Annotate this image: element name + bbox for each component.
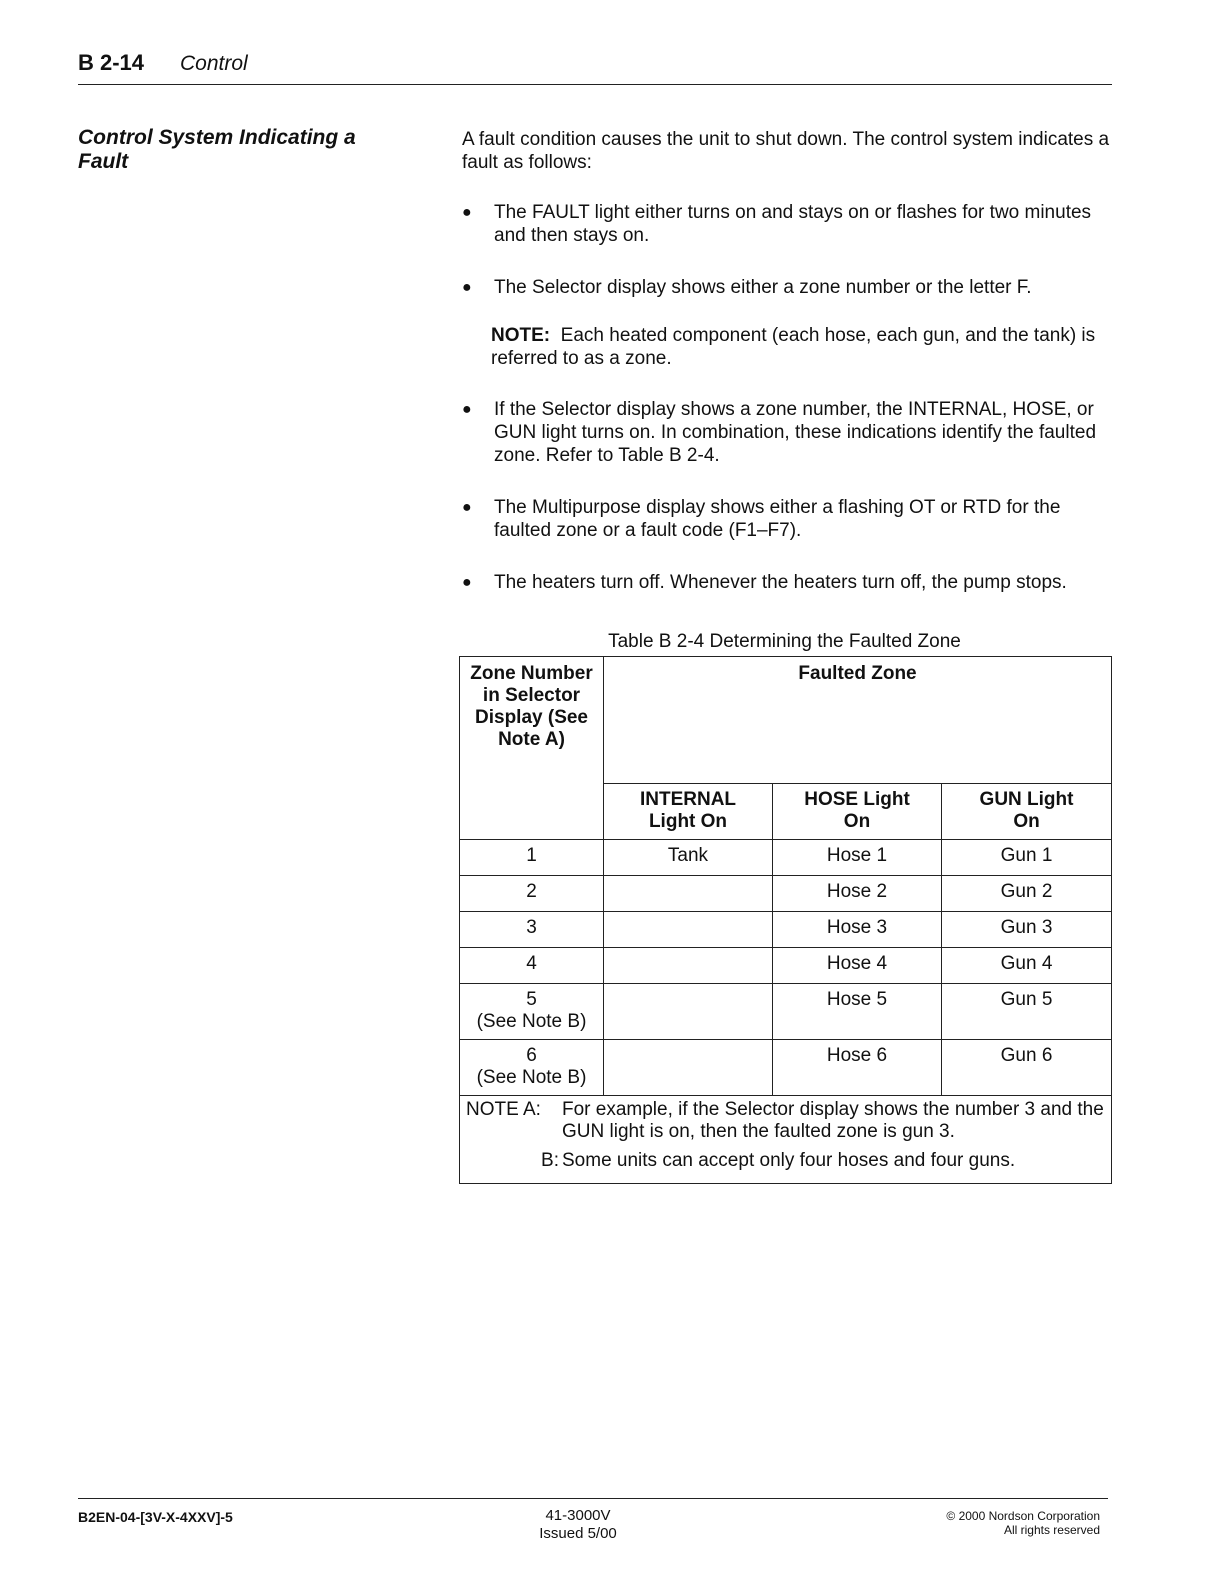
note-b-text: Some units can accept only four hoses and four guns. [562, 1150, 1016, 1171]
bullet-icon: ● [462, 279, 472, 296]
zone-cell: 2 [460, 876, 604, 912]
zone-cell: 4 [460, 948, 604, 984]
hose-cell: Hose 2 [773, 876, 942, 912]
gun-cell: Gun 2 [942, 876, 1112, 912]
zone-note [491, 324, 1116, 370]
chapter-title: Control [180, 52, 248, 75]
list-item-text: The Selector display shows either a zone number or the letter F. [494, 277, 1032, 298]
list-item-text: The Multipurpose display shows either a flashing OT or RTD for the faulted zone or a fault code (F1–F7). [494, 497, 1061, 541]
table-row [460, 840, 1112, 876]
zone-column-header: Zone Number in Selector Display (See Note A) [460, 657, 604, 840]
hose-cell: Hose 3 [773, 912, 942, 948]
document-code: B2EN-04-[3V-X-4XXV]-5 [78, 1509, 233, 1525]
table-row [460, 912, 1112, 948]
hose-column-header: HOSE Light On [773, 784, 942, 840]
zone-note-ref: (See Note B) [476, 1011, 587, 1032]
zone-cell: 3 [460, 912, 604, 948]
page-header [78, 50, 1112, 85]
zone-number: 5 [526, 989, 537, 1010]
faulted-zone-header: Faulted Zone [604, 657, 1112, 784]
copyright-line: © 2000 Nordson Corporation [946, 1509, 1100, 1523]
table-notes-row [460, 1096, 1112, 1184]
gun-cell: Gun 1 [942, 840, 1112, 876]
internal-cell [604, 984, 773, 1040]
internal-cell [604, 948, 773, 984]
note-text: Each heated component (each hose, each gun, and the tank) is referred to as a zone. [491, 325, 1096, 369]
zone-cell [460, 1040, 604, 1096]
bullet-icon: ● [462, 574, 472, 591]
table-notes [460, 1096, 1112, 1184]
note-a [466, 1099, 1105, 1143]
internal-column-header: INTERNAL Light On [604, 784, 773, 840]
note-a-label: NOTE A: [466, 1099, 541, 1120]
table-row [460, 984, 1112, 1040]
table-caption: Table B 2-4 Determining the Faulted Zone [608, 631, 961, 652]
zone-note-ref: (See Note B) [476, 1067, 587, 1088]
internal-cell [604, 912, 773, 948]
intro-paragraph: A fault condition causes the unit to shut down. The control system indicates a fault as follows: [462, 129, 1110, 173]
internal-cell: Tank [604, 840, 773, 876]
side-heading: Control System Indicating a Fault [78, 126, 356, 173]
gun-column-header: GUN Light On [942, 784, 1112, 840]
internal-cell [604, 1040, 773, 1096]
gun-cell: Gun 6 [942, 1040, 1112, 1096]
list-item-text: The FAULT light either turns on and stays on or flashes for two minutes and then stays on. [494, 202, 1092, 246]
list-item-text: If the Selector display shows a zone number, the INTERNAL, HOSE, or GUN light turns on. In combination, these indications identify the faulted zone. Refer to Table B 2-4. [494, 399, 1097, 466]
bullet-icon: ● [462, 401, 472, 418]
table-row [460, 1040, 1112, 1096]
hose-cell: Hose 1 [773, 840, 942, 876]
gun-cell: Gun 4 [942, 948, 1112, 984]
rights-line: All rights reserved [1003, 1523, 1100, 1537]
page-footer [78, 1498, 1108, 1542]
list-item-text: The heaters turn off. Whenever the heaters turn off, the pump stops. [494, 572, 1067, 593]
note-b-label: B: [541, 1150, 559, 1171]
internal-cell [604, 876, 773, 912]
table-row [460, 876, 1112, 912]
hose-cell: Hose 4 [773, 948, 942, 984]
zone-cell: 1 [460, 840, 604, 876]
note-b [466, 1150, 1105, 1172]
faulted-zone-table [459, 656, 1112, 1184]
note-label: NOTE: [491, 325, 551, 346]
hose-cell: Hose 5 [773, 984, 942, 1040]
part-number: 41-3000V [545, 1507, 611, 1524]
bullet-icon: ● [462, 499, 472, 516]
section-number: B 2-14 [78, 50, 145, 75]
zone-number: 6 [526, 1045, 537, 1066]
gun-cell: Gun 3 [942, 912, 1112, 948]
issue-date: Issued 5/00 [539, 1525, 617, 1542]
gun-cell: Gun 5 [942, 984, 1112, 1040]
zone-cell [460, 984, 604, 1040]
table-row [460, 948, 1112, 984]
issue-info [518, 1507, 638, 1543]
bullet-icon: ● [462, 204, 472, 221]
copyright [946, 1509, 1100, 1537]
note-a-text: For example, if the Selector display shows the number 3 and the GUN light is on, then the faulted zone is gun 3. [562, 1099, 1104, 1142]
hose-cell: Hose 6 [773, 1040, 942, 1096]
